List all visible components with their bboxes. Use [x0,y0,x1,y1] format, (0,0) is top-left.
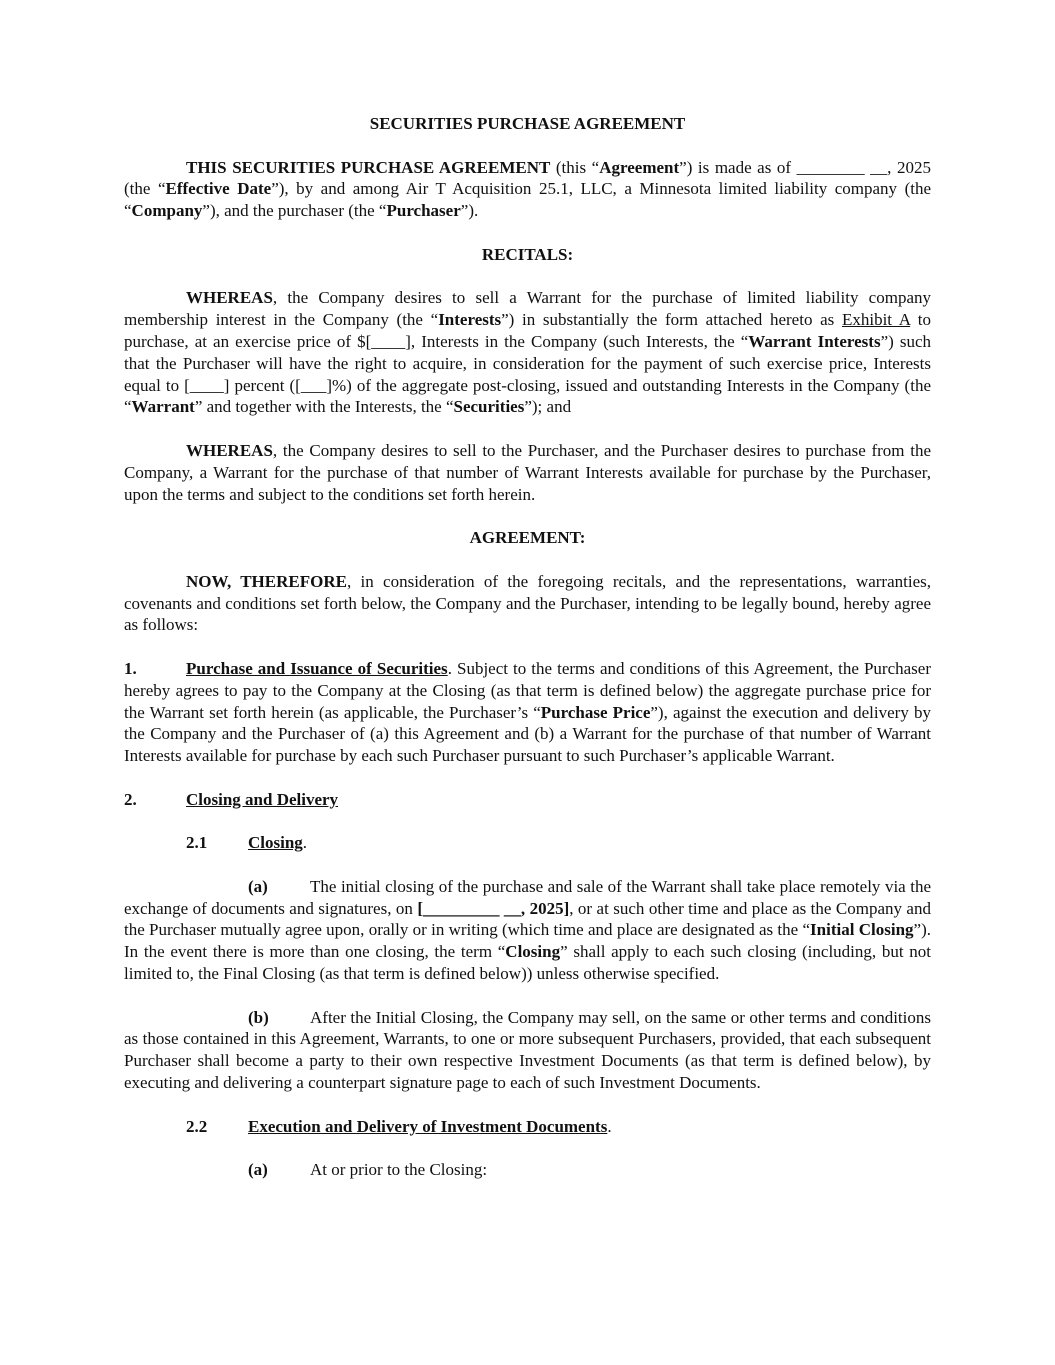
whereas-paragraph-2: WHEREAS, the Company desires to sell to the Purchaser, and the Purchaser desires to purchase from the Company, a Warrant for the purchase of that number of Warrant Interests available for purchase by the Purchaser, upon the terms and subject to the conditions set forth herein. [124,440,931,504]
paragraph-2-1-b: (b) After the Initial Closing, the Company may sell, on the same or other terms and conditions as those contained in this Agreement, Warrants, to one or more subsequent Purchasers, provided, that each subsequent Purchaser shall become a party to their own respective Investment Documents (as that term is defined below), by executing and delivering a counterpart signature page to each of such Investment Documents. [124,1007,931,1093]
exhibit-a-link[interactable]: Exhibit A [841,310,911,330]
paragraph-2-1-a-label: (a) [248,876,268,896]
paragraph-2-1-b-label: (b) [248,1007,269,1027]
section-2-1-number: 2.1 [186,833,208,853]
document-title: SECURITIES PURCHASE AGREEMENT [369,114,686,133]
agreement-heading: AGREEMENT: [469,528,586,548]
section-2-2-heading: Execution and Delivery of Investment Documents [248,1116,608,1136]
recitals-heading: RECITALS: [481,244,574,264]
section-2-number: 2. [124,789,137,809]
now-therefore-paragraph: NOW, THEREFORE, in consideration of the foregoing recitals, and the representations, warranties, covenants and conditions set forth below, the Company and the Purchaser, intending to be legally bound, hereby agree as follows: [124,571,931,635]
section-2-1-heading: Closing [248,833,303,853]
section-1-number: 1. [124,658,137,678]
section-2-2-heading-row: 2.2 Execution and Delivery of Investment Documents. [186,1116,612,1136]
intro-paragraph: THIS SECURITIES PURCHASE AGREEMENT (this “Agreement”) is made as of ________ __, 2025 (the “Effective Date”), by and among Air T Acquisition 25.1, LLC, a Minnesota limited liability company (the “Company”), and the purchaser (the “Purchaser”). [124,157,931,221]
paragraph-2-1-a: (a) The initial closing of the purchase and sale of the Warrant shall take place remotely via the exchange of documents and signatures, on [_________ __, 2025], or at such other time and place as the Company and the Purchaser mutually agree upon, orally or in writing (which time and place are designated as the “Initial Closing”). In the event there is more than one closing, the term “Closing” shall apply to each such closing (including, but not limited to, the Final Closing (as that term is defined below)) unless otherwise specified. [124,876,931,984]
whereas-paragraph-1: WHEREAS, the Company desires to sell a Warrant for the purchase of limited liability company membership interest in the Company (the “Interests”) in substantially the form attached hereto as Exhibit A to purchase, at an exercise price of $[____], Interests in the Company (such Interests, the “Warrant Interests”) such that the Purchaser will have the right to acquire, in consideration for the payment of such exercise price, Interests equal to [____] percent ([___]%) of the aggregate post-closing, issued and outstanding Interests in the Company (the “Warrant” and together with the Interests, the “Securities”); and [124,288,932,417]
paragraph-2-2-a: (a) At or prior to the Closing: [248,1160,488,1180]
section-1-heading: Purchase and Issuance of Securities [186,658,448,678]
document-page [124,113,931,1181]
section-2-heading: Closing and Delivery [186,789,339,809]
section-2-heading-row [124,789,931,811]
section-2-1-heading-row: 2.1 Closing. [186,833,308,853]
section-1-paragraph: 1. Purchase and Issuance of Securities. Subject to the terms and conditions of this Agreement, the Purchaser hereby agrees to pay to the Company at the Closing (as that term is defined below) the aggregate purchase price for the Warrant set forth herein (as applicable, the Purchaser’s “Purchase Price”), against the execution and delivery by the Company and the Purchaser of (a) this Agreement and (b) a Warrant for the purchase of that number of Warrant Interests available for purchase by each such Purchaser pursuant to such Purchaser’s applicable Warrant. [124,658,931,766]
paragraph-2-2-a-label: (a) [248,1160,268,1180]
section-2-2-number: 2.2 [186,1116,208,1136]
